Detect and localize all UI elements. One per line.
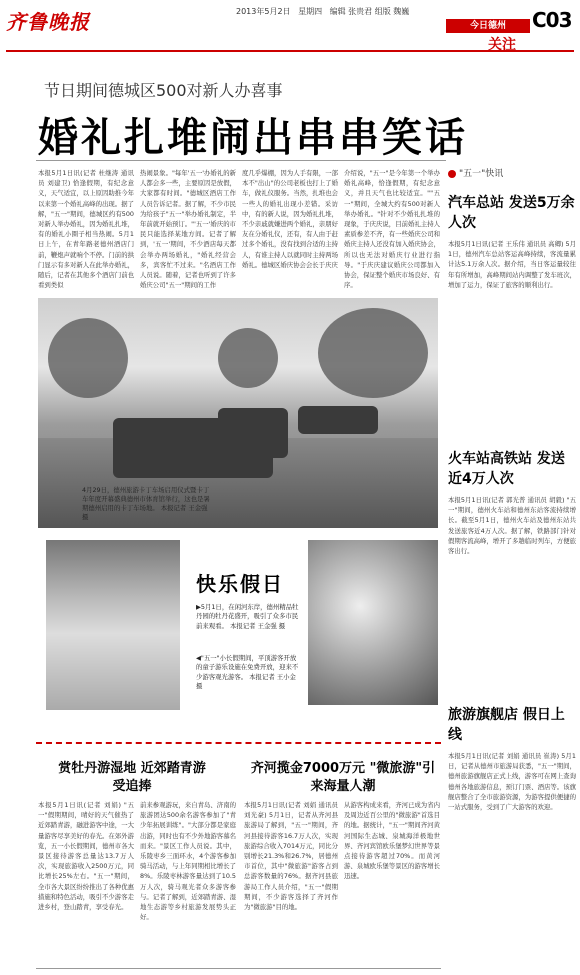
issue-date: 2013年5月2日 (236, 7, 291, 16)
sidebar-body-2: 本报5月1日讯(记者 郭光普 通讯员 胡毅) "五一"期间，德州火车站和德州东站客流持续增长。截至5月1日，德州火车站及德州东站共发送旅客近4万人次。据了解，铁路部门针对假期客流高峰，增开了多趟临时列车，方便旅客出行。 (448, 496, 576, 556)
box-bottom-border (36, 968, 441, 969)
sidebar-tag-label: "五一"快讯 (459, 169, 504, 179)
sidebar-headline-2: 火车站高铁站 发送近4万人次 (448, 451, 565, 487)
article-kicker: 节日期间德城区500对新人办喜事 (44, 81, 283, 100)
box-top-border (36, 742, 441, 744)
article-headline: 婚礼扎堆闹出串串笑话 (38, 115, 468, 161)
subsection-label: 关注 (488, 37, 516, 53)
sidebar-headline-1: 汽车总站 发送5万余人次 (448, 195, 575, 231)
peony-photo (308, 540, 438, 705)
newspaper-logo: 齐鲁晚报 (6, 10, 90, 34)
headline-divider (36, 160, 446, 161)
box-column-4: 从游客构成来看，齐河已成为省内及周边近百公里的"微旅游"首选目的地。据统计，"五一"期间齐河黄河国际生态城、泉城海洋极地世界、齐河宾馆欧乐堡梦幻世界等景点接待游客超过70%。而黄河游、泉城欧乐堡等景区的游客增长迅速。 (344, 801, 440, 881)
sidebar-tag (448, 166, 576, 179)
box-column-2: 前来参观游玩，来自青岛、济南的旅游团达500余名游客参加了"青少年拓展训练"。"大部分都是家庭出游，同时也有不少外地游客慕名而来。"景区工作人员说。其中，乐陵枣乡三面环水，4个游客参加骑马活动，与上年同期相比增长了8%。乐陵枣林游客量达到了10.5万人次，骑马观光者众多游客参与。记者了解到，近郊踏青游、湿地生态游等乡村旅游发展势头正好。 (140, 801, 236, 922)
feature-title: 快乐假日 (196, 572, 284, 596)
page-number: C03 (532, 8, 572, 32)
box-column-3: 本报5月1日讯(记者 刘娟 通讯员 刘光豪) 5月1日，记者从齐河县旅游局了解到，"五一"期间，齐河县接待游客16.7万人次，实现旅游综合收入7014万元，同比分别增长21.3%和26.7%，居德州市首位，其中"微旅游"游客占到总游客数量的76%。据齐河县旅游局工作人员介绍，"五一"假期期间，不少游客选择了齐河作为"微旅游"目的地。 (244, 801, 338, 912)
box-headline-2: 齐河揽金7000万元 "微旅游"引来海量人潮 (250, 761, 436, 794)
masthead (0, 0, 580, 56)
issue-meta (236, 6, 414, 17)
article-column-2: 热闹景象。"每年'五一'办婚礼的新人都会多一些，主要原因是放假，大家都有时间。"德城区酒店工作人员告诉记者。据了解，不少市民为给孩子"五一"举办婚礼制定，半年前就开始预订。"'五一'婚庆的市民只能选择某地方间。记者了解到，'五一'期间，不少酒店每天都会举办两场婚礼，"婚礼经营会多，宾客忙不过来。"名酒店工作人员说。随着，记者也听到了许多婚庆公司"五一"期间的工作 (140, 169, 236, 290)
sidebar-body-1: 本报5月1日讯(记者 王乐伟 通讯员 高卿) 5月1日，德州汽车总站客运高峰持续，客流量累计达5.1万余人次。据介绍，当日客运量较往年有所增加，高峰期间站内调整了发车班次，增加了运力，保证了旅客的顺利出行。 (448, 240, 576, 289)
sidebar-body-3: 本报5月1日讯(记者 刘娟 通讯员 崔涛) 5月1日，记者从德州市旅游局获悉，"五一"期间，德州旅游旗舰店正式上线，游客可在网上查询德州各地旅游信息，预订门票、酒店等。该旗舰店整合了全市旅游资源，为游客提供便捷的一站式服务，受到了广大游客的欢迎。 (448, 752, 576, 812)
article-column-4: 介绍说，"五一"是今年第一个举办婚礼高峰，恰逢假期，有纪念意义，并且天气也比较适宜。""五一"期间，全城大约有500对新人举办婚礼。"针对不少婚礼扎堆的现象，于庆庆说，目前婚礼主持人素质参差不齐，有一些婚庆公司和婚庆主持人还没有加入婚庆协会，所以也无法对婚庆行业进行指导。"于庆庆建议婚庆公司都加入协会，保证整个婚庆市场良好、有序。 (344, 169, 440, 290)
masthead-divider (6, 50, 574, 52)
box-headline-1: 赏牡丹游湿地 近郊踏青游受追捧 (58, 761, 206, 794)
go-kart-caption: 4月29日，德州旅游卡丁车场启用仪式暨卡丁车年度开幕盛典德州市体育馆举行，这也是暑期德州启用的卡丁车场地。 本报记者 王金强 摄 (82, 486, 210, 521)
pavilion-photo (46, 540, 180, 710)
pavilion-caption: ◀"五一"小长假期间，平顶游客开放的童子游乐设施在免费开放，迎来不少游客观光游客。 本报记者 王小金 摄 (196, 654, 299, 691)
news-flash-sidebar (448, 166, 576, 966)
issue-editors: 编辑 张贵君 组版 魏巍 (329, 7, 410, 16)
issue-weekday: 星期四 (298, 7, 323, 16)
article-column-3: 度几乎爆棚，因为人手有限，一部本不"出山"的公司老板也打上了婚车，做礼仪服务。当然，扎堆也会一些人的婚礼出现小差错。采访中，有的新人说，因为婚礼扎堆，不少亲戚就嫌进两个婚礼，亲朋好友在分婚礼仪，还有，有人由于赶过多个婚礼，没有找到合适的主持人，有谁主持人以就同时主持两场婚礼。德城区婚庆协会会长于庆庆 (242, 169, 338, 269)
article-column-1: 本报5月1日讯(记者 杜继涛 通讯员 刘建卫) 恰逢假期，有纪念意义，天气适宜，以上原因助推今年以来第一个婚礼高峰的出现。据了解，"五一"期间，德城区约有500对新人举办婚礼，因为婚礼扎堆，有的婚礼小圈子相当热闹。5月1日上午，在青年路老德州酒店门前，鞭炮声就响个不停。门前的拱门显示有多对新人在此举办婚礼，随后，记者在其他多个酒店门前也看到类似 (38, 169, 134, 290)
bullet-icon (448, 170, 456, 178)
box-column-1: 本报5月1日讯(记者 刘娟) "五一"假期期间，晴好的天气催热了近郊踏青游，融进游客中途，一大量游客尽享美好的春光。在郊外游览，五一小长假期间，德州市各大景区接待游客总量达13.7万人次，实现旅游收入2500万元，同比增长25%左右。"五一"期间，全市各大景区纷纷推出了各种优惠措施和特色活动，吸引不少游客走进乡村，登山踏青，享受春光。 (38, 801, 134, 912)
peony-caption: ▶5月1日，在闲河东岸，德州精品牡丹园的牡丹花盛开，吸引了众多市民前来观看。 本报记者 王金强 摄 (196, 603, 299, 630)
sidebar-headline-3: 旅游旗舰店 假日上线 (448, 707, 565, 743)
section-label: 今日德州 (446, 19, 530, 33)
